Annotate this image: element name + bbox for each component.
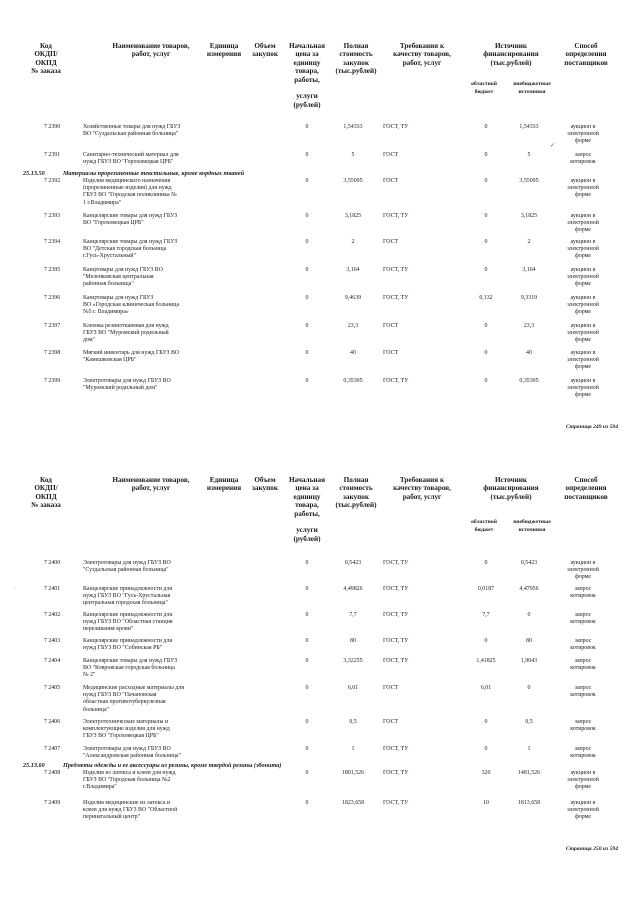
row-name: Канцелярские принадлежности для нужд ГБУЗ ВО "Гусь-Хрустальная центральная городская больница" xyxy=(83,586,173,607)
row-code: 7 2398 xyxy=(44,350,61,356)
row-extrabudget: 1,9043 xyxy=(520,658,538,664)
row-name: Канцтовары для нужд ГБУЗ ВО «Городская клиническая больница №5 г. Владимира» xyxy=(83,295,180,316)
row-extrabudget: 1 xyxy=(527,746,531,752)
page-footer: Страница 249 из 594 xyxy=(565,424,618,430)
row-extrabudget: 9,3319 xyxy=(520,295,538,301)
header-name: Наименование товаров, работ, услуг xyxy=(112,476,190,493)
row-price: 0 xyxy=(305,586,309,592)
row-cost: 1 xyxy=(351,746,355,752)
header-volume: Объем закупок xyxy=(252,42,278,59)
row-method: запрос котировок xyxy=(570,638,596,652)
page-footer: Страница 250 из 594 xyxy=(565,846,618,852)
row-regional: 0 xyxy=(484,239,488,245)
row-cost: 4,49826 xyxy=(343,586,363,592)
row-price: 0 xyxy=(305,178,309,184)
row-requirements: ГОСТ xyxy=(383,323,399,329)
row-price: 0 xyxy=(305,267,309,273)
row-name: Электротовары для нужд ГБУЗ ВО "Муромский родильный дом" xyxy=(83,378,171,392)
row-cost: 0,5423 xyxy=(344,560,362,566)
row-regional: 0,0187 xyxy=(477,586,495,592)
row-name: Хозяйственные товары для нужд ГБУЗ ВО "Суздальская районная больница" xyxy=(83,124,181,138)
row-requirements: ГОСТ, ТУ xyxy=(383,267,409,273)
row-name: Изделия медицинского назначения (прорезиненные изделия) для нужд ГБУЗ ВО "Городская поликлиника № 1 г.Владимира" xyxy=(83,178,177,206)
header-price: Начальная цена за единицу товара, работы, услуги (рублей) xyxy=(288,42,326,109)
row-code: 7 2396 xyxy=(44,295,61,301)
header-unit: Единица измерения xyxy=(206,42,242,59)
row-extrabudget: 80 xyxy=(526,638,532,644)
row-code: 7 2405 xyxy=(44,685,61,691)
row-regional: 0 xyxy=(484,152,488,158)
row-name: Электротовары для нужд ГБУЗ ВО "Александровская районная больница" xyxy=(83,746,181,760)
row-method: аукцион в электронной форме xyxy=(567,770,599,791)
row-regional: 0 xyxy=(484,560,488,566)
row-price: 0 xyxy=(305,213,309,219)
row-cost: 40 xyxy=(350,350,356,356)
row-regional: 0 xyxy=(484,638,488,644)
row-code: 7 2404 xyxy=(44,658,61,664)
row-code: 7 2403 xyxy=(44,638,61,644)
row-name: Изделия медицинские из латекса и клеев для нужд ГБУЗ ВО "Областной перинатальный центр" xyxy=(83,800,178,821)
row-code: 7 2393 xyxy=(44,213,61,219)
row-price: 0 xyxy=(305,323,309,329)
row-cost: 3,164 xyxy=(346,267,360,273)
row-name: Мягкий инвентарь для нужд ГБУЗ ВО "Камешковская ЦРБ" xyxy=(83,350,180,364)
row-regional: 0 xyxy=(484,267,488,273)
row-extrabudget: 40 xyxy=(526,350,532,356)
row-name: Электротовары для нужд ГБУЗ ВО "Суздальская районная больница" xyxy=(83,560,171,574)
header-regional: областной бюджет xyxy=(471,519,497,534)
row-name: Клеенка резинотканевая для нужд ГБУЗ ВО "Муромский родильный дом" xyxy=(83,323,169,344)
header-cost: Полная стоимость закупок (тыс.рублей) xyxy=(335,42,377,76)
row-name: Канцелярские товары для нужд ГБУЗ ВО "Гороховецкая ЦРБ" xyxy=(83,213,178,227)
row-extrabudget: 4,47956 xyxy=(519,586,539,592)
row-method: аукцион в электронной форме xyxy=(567,378,599,399)
row-extrabudget: 0,5423 xyxy=(520,560,538,566)
row-extrabudget: 0 xyxy=(527,612,531,618)
row-method: запрос котировок xyxy=(570,719,596,733)
row-extrabudget: 3,1825 xyxy=(520,213,538,219)
row-extrabudget: 1813,658 xyxy=(517,800,541,806)
row-price: 0 xyxy=(305,124,309,130)
header-source: Источник финансирования (тыс.рублей) xyxy=(483,42,539,67)
row-extrabudget: 0 xyxy=(527,685,531,691)
row-regional: 1,41825 xyxy=(476,658,496,664)
row-regional: 320 xyxy=(481,770,491,776)
row-method: запрос котировок xyxy=(570,746,596,760)
header-regional: областной бюджет xyxy=(471,81,497,96)
row-requirements: ГОСТ, ТУ xyxy=(383,612,409,618)
row-regional: 0 xyxy=(484,213,488,219)
row-regional: 0 xyxy=(484,746,488,752)
row-extrabudget: 5 xyxy=(527,152,531,158)
row-code: 7 2408 xyxy=(44,770,61,776)
row-requirements: ГОСТ, ТУ xyxy=(383,124,409,130)
row-cost: 1823,658 xyxy=(341,800,365,806)
row-extrabudget: 3,55095 xyxy=(519,178,539,184)
row-name: Канцелярские принадлежности для нужд ГБУЗ ВО "Собинская РБ" xyxy=(83,638,173,652)
row-code: 7 2392 xyxy=(44,178,61,184)
row-method: аукцион в электронной форме xyxy=(567,560,599,581)
row-cost: 3,1825 xyxy=(344,213,362,219)
header-method: Способ определения поставщиков xyxy=(564,42,608,67)
row-method: аукцион в электронной форме xyxy=(567,323,599,344)
row-code: 7 2400 xyxy=(44,560,61,566)
row-method: запрос котировок xyxy=(570,152,596,166)
row-requirements: ГОСТ, ТУ xyxy=(383,658,409,664)
row-name: Канцелярские товары для нужд ГБУЗ ВО "Ковровская городская больница № 2" xyxy=(83,658,178,679)
row-requirements: ГОСТ, ТУ xyxy=(383,638,409,644)
header-volume: Объем закупок xyxy=(252,476,278,493)
row-price: 0 xyxy=(305,719,309,725)
row-code: 7 2407 xyxy=(44,746,61,752)
row-price: 0 xyxy=(305,239,309,245)
row-code: 7 2395 xyxy=(44,267,61,273)
header-name: Наименование товаров, работ, услуг xyxy=(112,42,190,59)
header-requirements: Требования к качеству товаров, работ, услуг xyxy=(393,42,451,67)
row-code: 7 2390 xyxy=(44,124,61,130)
row-cost: 1,54333 xyxy=(343,124,363,130)
row-cost: 9,4639 xyxy=(344,295,362,301)
row-code: 7 2406 xyxy=(44,719,61,725)
row-cost: 2 xyxy=(351,239,355,245)
row-regional: 0 xyxy=(484,323,488,329)
row-extrabudget: 0,5 xyxy=(525,719,533,725)
row-requirements: ГОСТ, ТУ xyxy=(383,746,409,752)
row-name: Канцелярские товары для нужд ГБУЗ ВО "Детская городская больница г.Гусь-Хрустальный" xyxy=(83,239,178,260)
row-code: 7 2409 xyxy=(44,800,61,806)
row-price: 0 xyxy=(305,295,309,301)
row-name: Электротехнические материалы и комплектующие изделия для нужд ГБУЗ ВО "Гороховецкая ЦРБ" xyxy=(83,719,170,740)
row-extrabudget: 0,35305 xyxy=(519,378,539,384)
section-title: Предметы одежды и ее аксессуары из резины, кроме твердой резины (эбонита) xyxy=(63,762,282,769)
row-requirements: ГОСТ xyxy=(383,350,399,356)
row-price: 0 xyxy=(305,685,309,691)
header-code: Код ОКДП/ ОКПД № заказа xyxy=(31,42,61,76)
row-cost: 0,5 xyxy=(349,719,357,725)
section-title: Материалы прорезиненные текстильные, кроме кордных тканей xyxy=(63,170,245,177)
row-cost: 3,55095 xyxy=(343,178,363,184)
row-price: 0 xyxy=(305,658,309,664)
row-cost: 7,7 xyxy=(349,612,357,618)
row-regional: 6,01 xyxy=(480,685,492,691)
row-requirements: ГОСТ, ТУ xyxy=(383,800,409,806)
row-name: Канцелярские принадлежности для нужд ГБУЗ ВО "Областная станция переливания крови" xyxy=(83,612,173,633)
header-extrabudget: внебюджетные источники xyxy=(513,81,551,96)
row-code: 7 2394 xyxy=(44,239,61,245)
row-cost: 5 xyxy=(351,152,355,158)
row-requirements: ГОСТ, ТУ xyxy=(383,560,409,566)
row-method: аукцион в электронной форме xyxy=(567,800,599,821)
row-regional: 0,132 xyxy=(479,295,493,301)
row-method: запрос котировок xyxy=(570,685,596,699)
row-method: аукцион в электронной форме xyxy=(567,239,599,260)
row-requirements: ГОСТ, ТУ xyxy=(383,770,409,776)
row-cost: 1801,526 xyxy=(341,770,365,776)
row-cost: 0,35305 xyxy=(343,378,363,384)
row-requirements: ГОСТ xyxy=(383,239,399,245)
row-name: Изделия из латекса и клеев для нужд ГБУЗ ВО "Городская больница №2 г.Владимира" xyxy=(83,770,176,791)
row-name: Медицинские расходные материалы для нужд ГБУЗ ВО "Пачановская областная противотуберкулезная больница" xyxy=(83,685,184,713)
row-requirements: ГОСТ, ТУ xyxy=(383,586,409,592)
row-method: запрос котировок xyxy=(570,612,596,626)
header-code: Код ОКДП/ ОКПД № заказа xyxy=(31,476,61,510)
row-method: аукцион в электронной форме xyxy=(567,295,599,316)
header-cost: Полная стоимость закупок (тыс.рублей) xyxy=(335,476,377,510)
row-requirements: ГОСТ xyxy=(383,152,399,158)
row-requirements: ГОСТ xyxy=(383,685,399,691)
row-method: запрос котировок xyxy=(570,658,596,672)
row-method: аукцион в электронной форме xyxy=(567,178,599,199)
section-code: 25.13.60 xyxy=(23,762,45,769)
scan-tick-mark: ✓ xyxy=(550,143,556,149)
row-name: Канцтовары для нужд ГБУЗ ВО "Меленковская центральная районная больница" xyxy=(83,267,163,288)
row-regional: 0 xyxy=(484,350,488,356)
row-method: запрос котировок xyxy=(570,586,596,600)
row-regional: 0 xyxy=(484,378,488,384)
row-price: 0 xyxy=(305,746,309,752)
header-extrabudget: внебюджетные источники xyxy=(513,519,551,534)
row-requirements: ГОСТ xyxy=(383,719,399,725)
row-price: 0 xyxy=(305,378,309,384)
header-requirements: Требования к качеству товаров, работ, услуг xyxy=(393,476,451,501)
row-extrabudget: 1481,526 xyxy=(517,770,541,776)
row-regional: 0 xyxy=(484,178,488,184)
row-extrabudget: 23,3 xyxy=(523,323,535,329)
row-price: 0 xyxy=(305,612,309,618)
header-price: Начальная цена за единицу товара, работы, услуги (рублей) xyxy=(288,476,326,543)
row-code: 7 2402 xyxy=(44,612,61,618)
row-price: 0 xyxy=(305,152,309,158)
row-price: 0 xyxy=(305,800,309,806)
row-extrabudget: 2 xyxy=(527,239,531,245)
row-requirements: ГОСТ, ТУ xyxy=(383,378,409,384)
row-code: 7 2397 xyxy=(44,323,61,329)
scan-speck: · xyxy=(14,586,16,592)
row-name: Санитарно-технический материал для нужд ГБУЗ ВО "Гороховецкая ЦРБ" xyxy=(83,152,179,166)
row-price: 0 xyxy=(305,560,309,566)
row-requirements: ГОСТ xyxy=(383,178,399,184)
row-regional: 7,7 xyxy=(482,612,490,618)
row-method: аукцион в электронной форме xyxy=(567,213,599,234)
row-requirements: ГОСТ, ТУ xyxy=(383,295,409,301)
row-price: 0 xyxy=(305,350,309,356)
header-method: Способ определения поставщиков xyxy=(564,476,608,501)
row-method: аукцион в электронной форме xyxy=(567,267,599,288)
row-regional: 0 xyxy=(484,719,488,725)
row-requirements: ГОСТ, ТУ xyxy=(383,213,409,219)
row-cost: 23,3 xyxy=(347,323,359,329)
row-method: аукцион в электронной форме xyxy=(567,350,599,371)
row-code: 7 2401 xyxy=(44,586,61,592)
header-unit: Единица измерения xyxy=(206,476,242,493)
row-regional: 0 xyxy=(484,124,488,130)
row-price: 0 xyxy=(305,770,309,776)
row-price: 0 xyxy=(305,638,309,644)
row-code: 7 2399 xyxy=(44,378,61,384)
row-cost: 3,32255 xyxy=(343,658,363,664)
row-extrabudget: 3,164 xyxy=(522,267,536,273)
row-cost: 6,01 xyxy=(347,685,359,691)
row-cost: 80 xyxy=(350,638,356,644)
row-extrabudget: 1,54333 xyxy=(519,124,539,130)
row-code: 7 2391 xyxy=(44,152,61,158)
row-regional: 10 xyxy=(483,800,489,806)
header-source: Источник финансирования (тыс.рублей) xyxy=(483,476,539,501)
section-code: 25.13.50 xyxy=(23,170,45,177)
row-method: аукцион в электронной форме xyxy=(567,124,599,145)
